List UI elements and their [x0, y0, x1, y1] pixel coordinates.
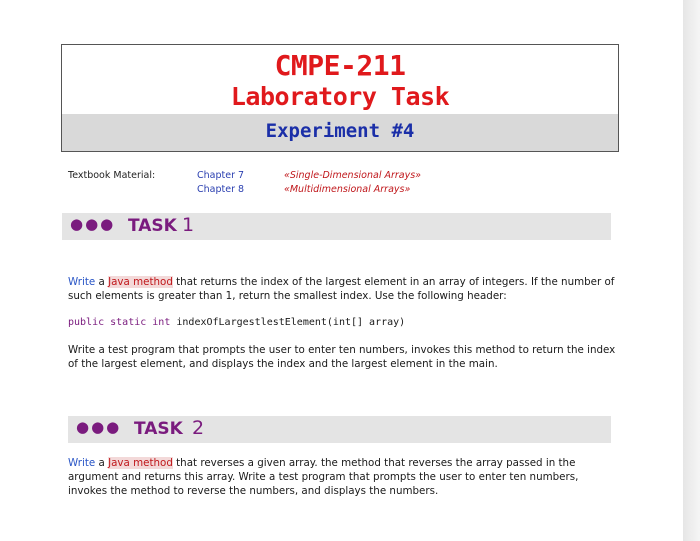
textbook-material-label: Textbook Material:	[68, 170, 156, 181]
experiment-number: Experiment #4	[265, 120, 415, 142]
chapter-list	[197, 169, 244, 197]
code-keywords: public static int	[68, 317, 171, 328]
bullet-dots-icon: ●●●	[76, 418, 122, 436]
write-keyword: Write	[68, 276, 96, 288]
java-method-keyword: Java method	[108, 457, 173, 469]
write-keyword: Write	[68, 457, 96, 469]
code-signature: indexOfLargestlestElement(int[] array)	[176, 317, 406, 328]
task-number: 2	[192, 417, 205, 439]
task-2-header	[68, 416, 611, 443]
task-1-header	[62, 213, 611, 240]
chapter-item: Chapter 7	[197, 170, 245, 181]
task-1-test-program: Write a test program that prompts the user to enter ten numbers, invokes this method to return the index of the largest element, and displays the index and the largest element in the main.	[68, 344, 616, 370]
chapter-description: «Single-Dimensional Arrays»	[284, 170, 422, 181]
java-method-keyword: Java method	[108, 276, 173, 288]
page-edge-shadow	[683, 0, 700, 541]
experiment-band	[62, 114, 618, 151]
chapter-item: Chapter 8	[197, 184, 245, 195]
chapter-description: «Multidimensional Arrays»	[284, 184, 411, 195]
task-label: TASK	[134, 419, 183, 439]
task-number: 1	[182, 214, 195, 236]
method-header-code	[68, 317, 405, 328]
title-box	[61, 44, 619, 152]
task-2-description: Write a Java method that reverses a given array. the method that reverses the array passed in the argument and returns this array. Write a test program that prompts the user to enter ten numbers, invokes the method to reverse the numbers, and displays the numbers.	[68, 457, 579, 497]
task-1-description: Write a Java method that returns the index of the largest element in an array of integers. If the number of such elements is greater than 1, return the smallest index. Use the following header:	[68, 276, 615, 302]
chapter-description-list	[284, 169, 421, 197]
document-type: Laboratory Task	[230, 82, 450, 111]
course-code: CMPE-211	[274, 49, 406, 82]
bullet-dots-icon: ●●●	[70, 215, 116, 233]
task-label: TASK	[128, 216, 177, 236]
